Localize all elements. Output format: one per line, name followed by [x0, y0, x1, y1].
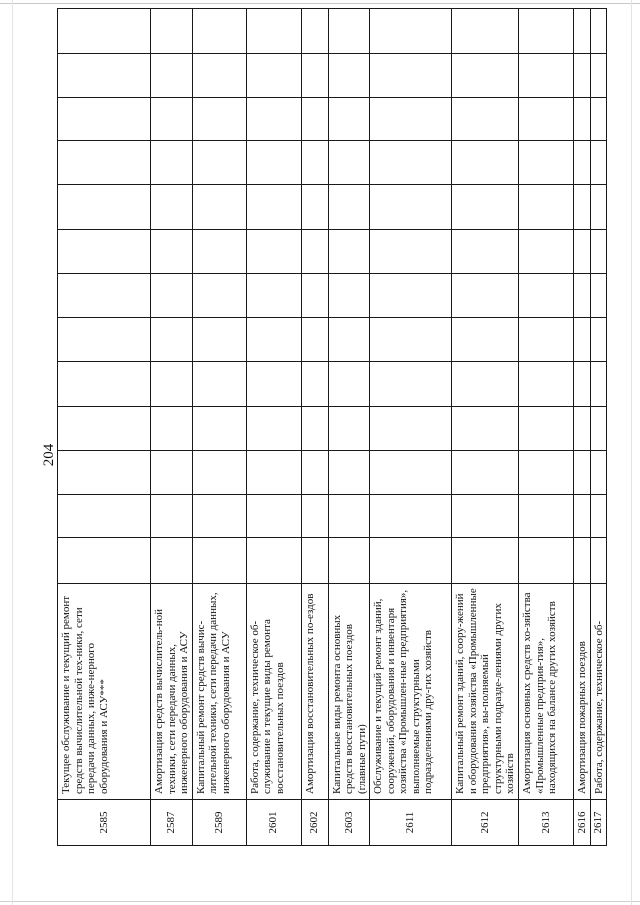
- empty-cell: [246, 141, 301, 185]
- empty-cell: [328, 538, 370, 584]
- empty-cell: [519, 362, 574, 407]
- row-code: 2613: [519, 800, 574, 846]
- empty-cell: [370, 54, 452, 98]
- empty-cell: [519, 451, 574, 495]
- empty-cell: [246, 54, 301, 98]
- empty-cell: [246, 230, 301, 274]
- empty-cell: [590, 185, 607, 230]
- empty-cell: [301, 9, 328, 54]
- empty-cell: [58, 538, 151, 584]
- empty-cell: [301, 538, 328, 584]
- empty-cell: [519, 141, 574, 185]
- row-code: 2617: [590, 800, 607, 846]
- row-code: 2612: [452, 800, 519, 846]
- empty-cell: [301, 407, 328, 451]
- empty-cell: [452, 495, 519, 538]
- empty-cell: [192, 495, 246, 538]
- empty-cell: [151, 495, 193, 538]
- empty-cell: [246, 538, 301, 584]
- empty-cell: [519, 495, 574, 538]
- row-description: Амортизация средств вычислитель-ной техники, сети передачи данных, инженерного оборудования и АСУ: [151, 584, 193, 800]
- empty-cell: [328, 362, 370, 407]
- empty-cell: [370, 274, 452, 318]
- empty-cell: [519, 538, 574, 584]
- empty-cell: [328, 495, 370, 538]
- empty-cell: [301, 274, 328, 318]
- empty-cell: [370, 495, 452, 538]
- row-code: 2585: [58, 800, 151, 846]
- empty-cell: [370, 230, 452, 274]
- empty-cell: [151, 318, 193, 362]
- empty-cell: [246, 274, 301, 318]
- empty-cell: [590, 362, 607, 407]
- empty-cell: [574, 98, 591, 141]
- row-code: 2601: [246, 800, 301, 846]
- empty-cell: [370, 9, 452, 54]
- empty-cell: [519, 407, 574, 451]
- empty-cell: [192, 54, 246, 98]
- row-description: Амортизация основных средств хо-зяйства «Промышленные предприя-тия», находящихся на балансе других хозяйств: [519, 584, 574, 800]
- row-code: 2616: [574, 800, 591, 846]
- empty-cell: [151, 451, 193, 495]
- empty-cell: [590, 538, 607, 584]
- empty-cell: [574, 141, 591, 185]
- empty-cell: [370, 538, 452, 584]
- empty-cell: [328, 318, 370, 362]
- table-row: [301, 9, 328, 846]
- empty-cell: [301, 318, 328, 362]
- empty-cell: [590, 451, 607, 495]
- empty-cell: [590, 141, 607, 185]
- empty-cell: [192, 407, 246, 451]
- empty-cell: [58, 98, 151, 141]
- row-description: Работа, содержание, техническое об-: [590, 584, 607, 800]
- empty-cell: [246, 185, 301, 230]
- empty-cell: [452, 451, 519, 495]
- empty-cell: [246, 318, 301, 362]
- row-description: Амортизация восстановительных по-ездов: [301, 584, 328, 800]
- empty-cell: [246, 451, 301, 495]
- empty-cell: [328, 185, 370, 230]
- empty-cell: [58, 141, 151, 185]
- cost-items-table: [57, 8, 607, 846]
- empty-cell: [58, 495, 151, 538]
- empty-cell: [301, 495, 328, 538]
- empty-cell: [370, 407, 452, 451]
- empty-cell: [370, 98, 452, 141]
- empty-cell: [452, 407, 519, 451]
- empty-cell: [370, 362, 452, 407]
- empty-cell: [192, 230, 246, 274]
- empty-cell: [151, 141, 193, 185]
- empty-cell: [519, 185, 574, 230]
- empty-cell: [192, 9, 246, 54]
- empty-cell: [328, 54, 370, 98]
- empty-cell: [590, 230, 607, 274]
- empty-cell: [574, 407, 591, 451]
- table-row: [574, 9, 591, 846]
- empty-cell: [58, 54, 151, 98]
- empty-cell: [246, 495, 301, 538]
- empty-cell: [452, 538, 519, 584]
- empty-cell: [301, 451, 328, 495]
- empty-cell: [151, 230, 193, 274]
- empty-cell: [301, 230, 328, 274]
- table-row: [151, 9, 193, 846]
- empty-cell: [58, 362, 151, 407]
- empty-cell: [58, 185, 151, 230]
- empty-cell: [590, 98, 607, 141]
- empty-cell: [328, 451, 370, 495]
- empty-cell: [301, 185, 328, 230]
- row-code: 2603: [328, 800, 370, 846]
- empty-cell: [452, 274, 519, 318]
- empty-cell: [151, 362, 193, 407]
- empty-cell: [574, 185, 591, 230]
- empty-cell: [574, 451, 591, 495]
- table-row: [192, 9, 246, 846]
- empty-cell: [590, 9, 607, 54]
- empty-cell: [574, 495, 591, 538]
- empty-cell: [301, 362, 328, 407]
- empty-cell: [452, 230, 519, 274]
- empty-cell: [151, 98, 193, 141]
- empty-cell: [328, 9, 370, 54]
- empty-cell: [192, 318, 246, 362]
- empty-cell: [58, 9, 151, 54]
- empty-cell: [328, 407, 370, 451]
- empty-cell: [192, 274, 246, 318]
- empty-cell: [151, 407, 193, 451]
- empty-cell: [574, 230, 591, 274]
- empty-cell: [370, 141, 452, 185]
- empty-cell: [246, 362, 301, 407]
- empty-cell: [452, 185, 519, 230]
- empty-cell: [58, 407, 151, 451]
- empty-cell: [328, 141, 370, 185]
- row-description: Капитальный ремонт зданий, соору-жений и оборудования хозяйства «Промышленные предприятия», вы-полняемый структурными подразде-лениями других хозяйств: [452, 584, 519, 800]
- empty-cell: [519, 98, 574, 141]
- row-description: Обслуживание и текущий ремонт зданий, сооружений, оборудования и инвентаря хозяйства «Промышлен-ные предприятия», выполняемые структурными подразделениями дру-гих хозяйств: [370, 584, 452, 800]
- row-description: Работа, содержание, техническое об-служивание и текущие виды ремонта восстановительных поездов: [246, 584, 301, 800]
- empty-cell: [574, 318, 591, 362]
- empty-cell: [246, 9, 301, 54]
- empty-cell: [574, 274, 591, 318]
- row-description: Капитальные виды ремонта основных средств восстановительных поездов (главные пути): [328, 584, 370, 800]
- empty-cell: [370, 185, 452, 230]
- row-code: 2602: [301, 800, 328, 846]
- empty-cell: [192, 185, 246, 230]
- empty-cell: [151, 185, 193, 230]
- empty-cell: [519, 54, 574, 98]
- table-row: [519, 9, 574, 846]
- empty-cell: [246, 407, 301, 451]
- empty-cell: [590, 318, 607, 362]
- empty-cell: [301, 98, 328, 141]
- empty-cell: [519, 9, 574, 54]
- row-code: 2587: [151, 800, 193, 846]
- table-row: [328, 9, 370, 846]
- empty-cell: [151, 274, 193, 318]
- table-row: [590, 9, 607, 846]
- empty-cell: [192, 362, 246, 407]
- empty-cell: [246, 98, 301, 141]
- empty-cell: [590, 407, 607, 451]
- table-row: [370, 9, 452, 846]
- empty-cell: [58, 451, 151, 495]
- table-row: [452, 9, 519, 846]
- table-row: [58, 9, 151, 846]
- empty-cell: [452, 318, 519, 362]
- empty-cell: [151, 54, 193, 98]
- empty-cell: [58, 274, 151, 318]
- empty-cell: [590, 495, 607, 538]
- empty-cell: [151, 9, 193, 54]
- row-description: Амортизация пожарных поездов: [574, 584, 591, 800]
- empty-cell: [301, 54, 328, 98]
- empty-cell: [370, 451, 452, 495]
- row-code: 2589: [192, 800, 246, 846]
- empty-cell: [519, 230, 574, 274]
- page-number: 204: [41, 443, 57, 467]
- empty-cell: [192, 451, 246, 495]
- empty-cell: [574, 538, 591, 584]
- empty-cell: [58, 318, 151, 362]
- empty-cell: [452, 9, 519, 54]
- empty-cell: [519, 318, 574, 362]
- empty-cell: [452, 362, 519, 407]
- empty-cell: [151, 538, 193, 584]
- empty-cell: [192, 538, 246, 584]
- empty-cell: [519, 274, 574, 318]
- row-description: Капитальный ремонт средств вычис-лительной техники, сети передачи данных, инженерного оборудования и АСУ: [192, 584, 246, 800]
- empty-cell: [58, 230, 151, 274]
- empty-cell: [574, 54, 591, 98]
- empty-cell: [574, 9, 591, 54]
- empty-cell: [452, 141, 519, 185]
- row-code: 2611: [370, 800, 452, 846]
- empty-cell: [328, 98, 370, 141]
- empty-cell: [328, 230, 370, 274]
- empty-cell: [192, 141, 246, 185]
- empty-cell: [452, 54, 519, 98]
- empty-cell: [452, 98, 519, 141]
- row-description: Текущее обслуживание и текущий ремонт средств вычислительной тех-ники, сети передачи данных, инже-нерного оборудования и АСУ***: [58, 584, 151, 800]
- empty-cell: [328, 274, 370, 318]
- empty-cell: [590, 274, 607, 318]
- empty-cell: [192, 98, 246, 141]
- empty-cell: [574, 362, 591, 407]
- empty-cell: [301, 141, 328, 185]
- empty-cell: [370, 318, 452, 362]
- table-row: [246, 9, 301, 846]
- empty-cell: [590, 54, 607, 98]
